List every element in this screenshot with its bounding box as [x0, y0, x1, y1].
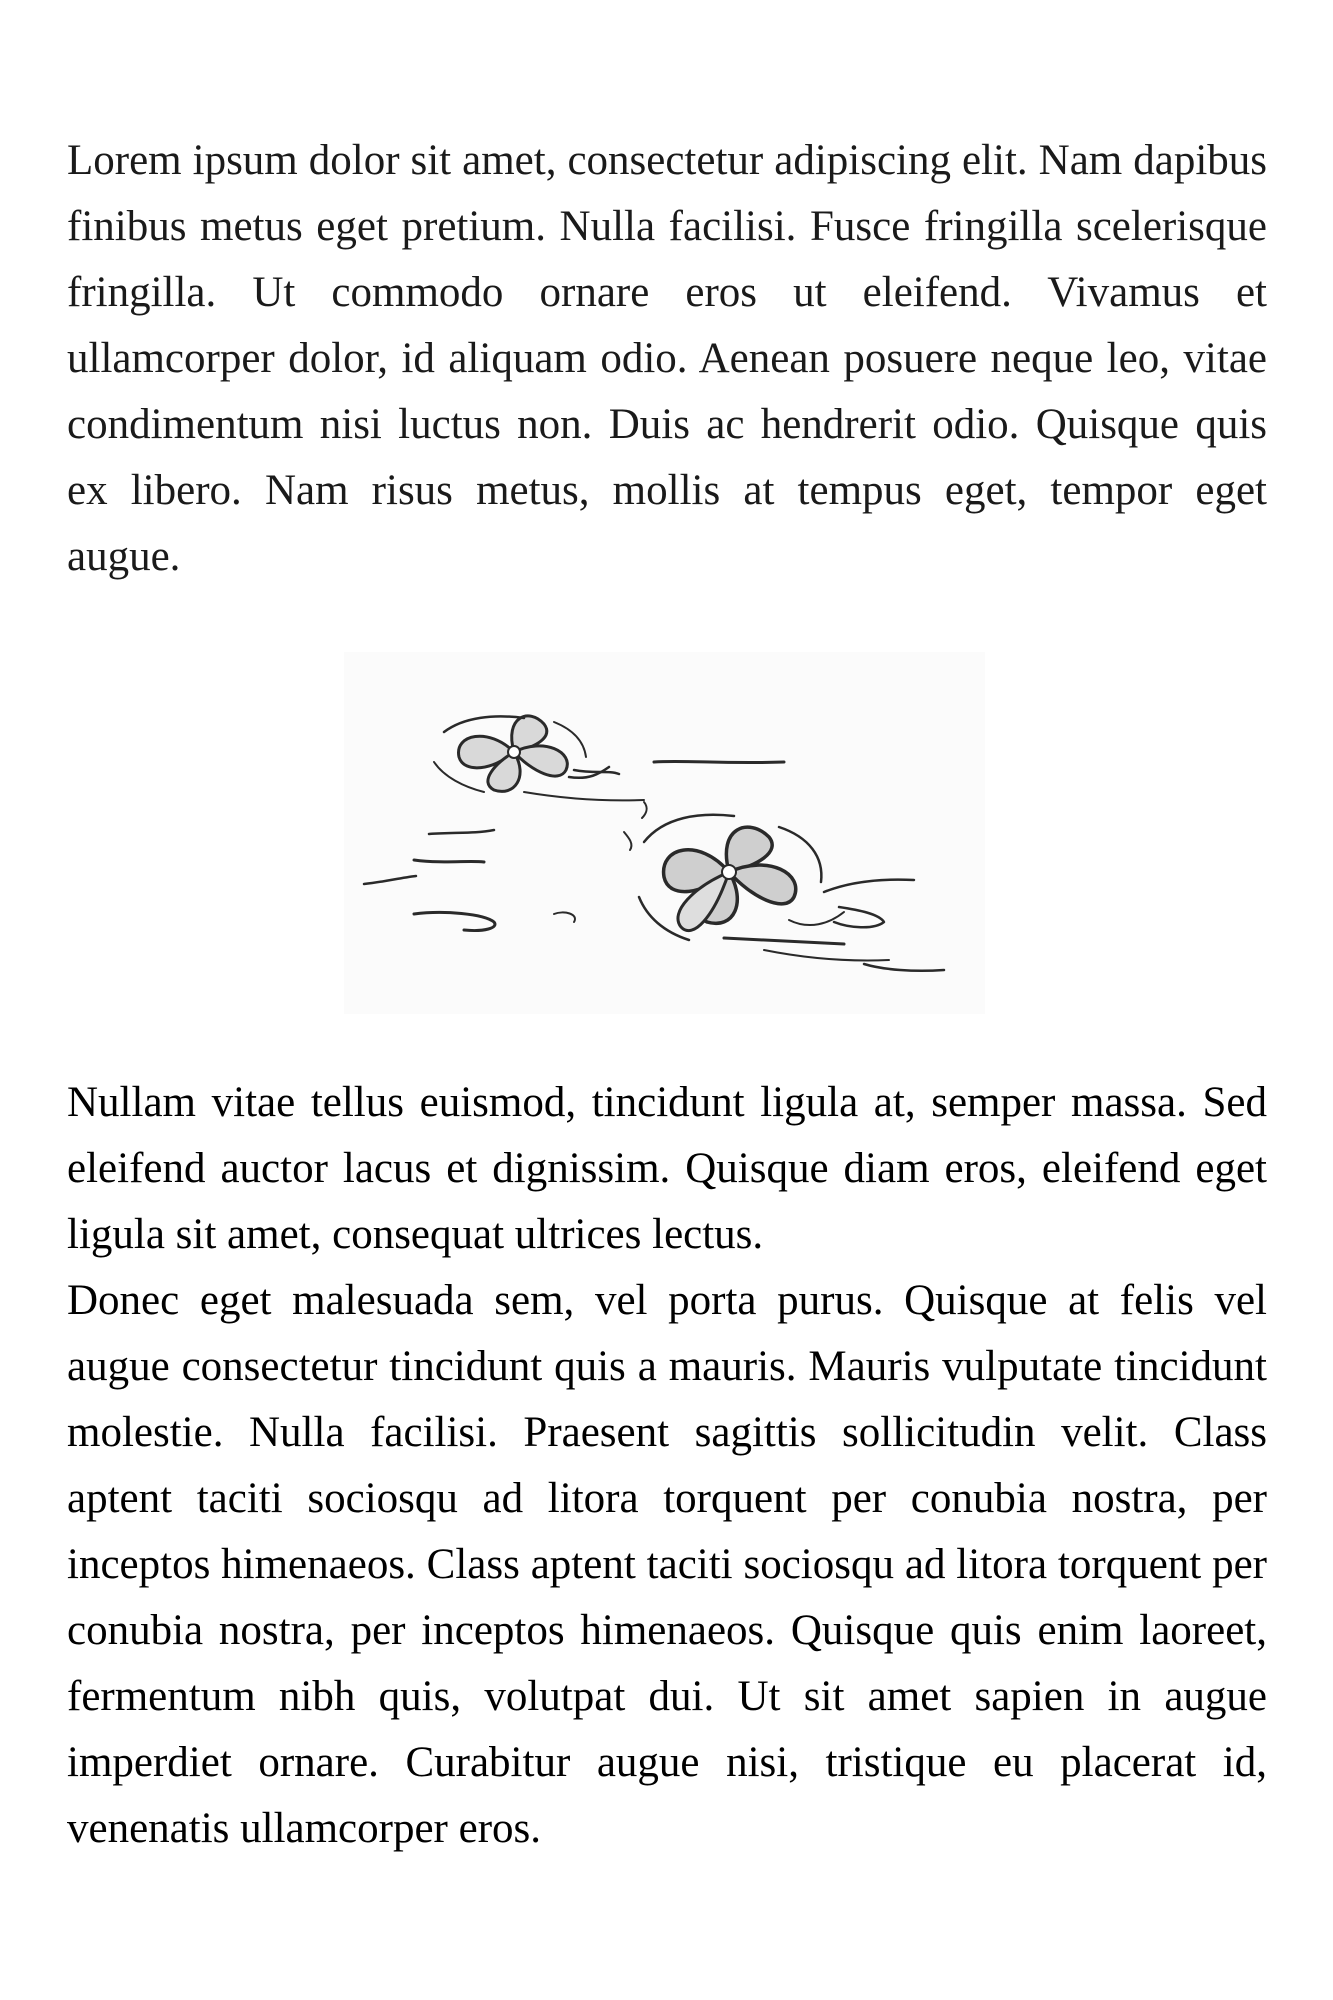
paragraph-3: Donec eget malesuada sem, vel porta purus. Quisque at felis vel augue consectetur tincidunt quis a mauris. Mauris vulputate tincidunt molestie. Nulla facilisi. Praesent sagittis sollicitudin velit. Class aptent taciti sociosqu ad litora torquent per conubia nostra, per inceptos himenaeos. Class aptent taciti sociosqu ad litora torquent per conubia nostra, per inceptos himenaeos. Quisque quis enim laoreet, fermentum nibh quis, volutpat dui. Ut sit amet sapien in augue imperdiet ornare. Curabitur augue nisi, tristique eu placerat id, venenatis ullamcorper eros.	[67, 1277, 1267, 1852]
floating-flowers-illustration	[344, 652, 985, 1014]
paragraph-1: Lorem ipsum dolor sit amet, consectetur adipiscing elit. Nam dapibus finibus metus eget pretium. Nulla facilisi. Fusce fringilla scelerisque fringilla. Ut commodo ornare eros ut eleifend. Vivamus et ullamcorper dolor, id aliquam odio. Aenean posuere neque leo, vitae condimentum nisi luctus non. Duis ac hendrerit odio. Quisque quis ex libero. Nam risus metus, mollis at tempus eget, tempor eget augue.	[67, 137, 1267, 580]
document-body-continued	[67, 1070, 1267, 1862]
ink-sketch-icon	[344, 652, 985, 1014]
paragraph-2: Nullam vitae tellus euismod, tincidunt ligula at, semper massa. Sed eleifend auctor lacus et dignissim. Quisque diam eros, eleifend eget ligula sit amet, consequat ultrices lectus.	[67, 1079, 1267, 1258]
document-page	[67, 128, 1267, 590]
